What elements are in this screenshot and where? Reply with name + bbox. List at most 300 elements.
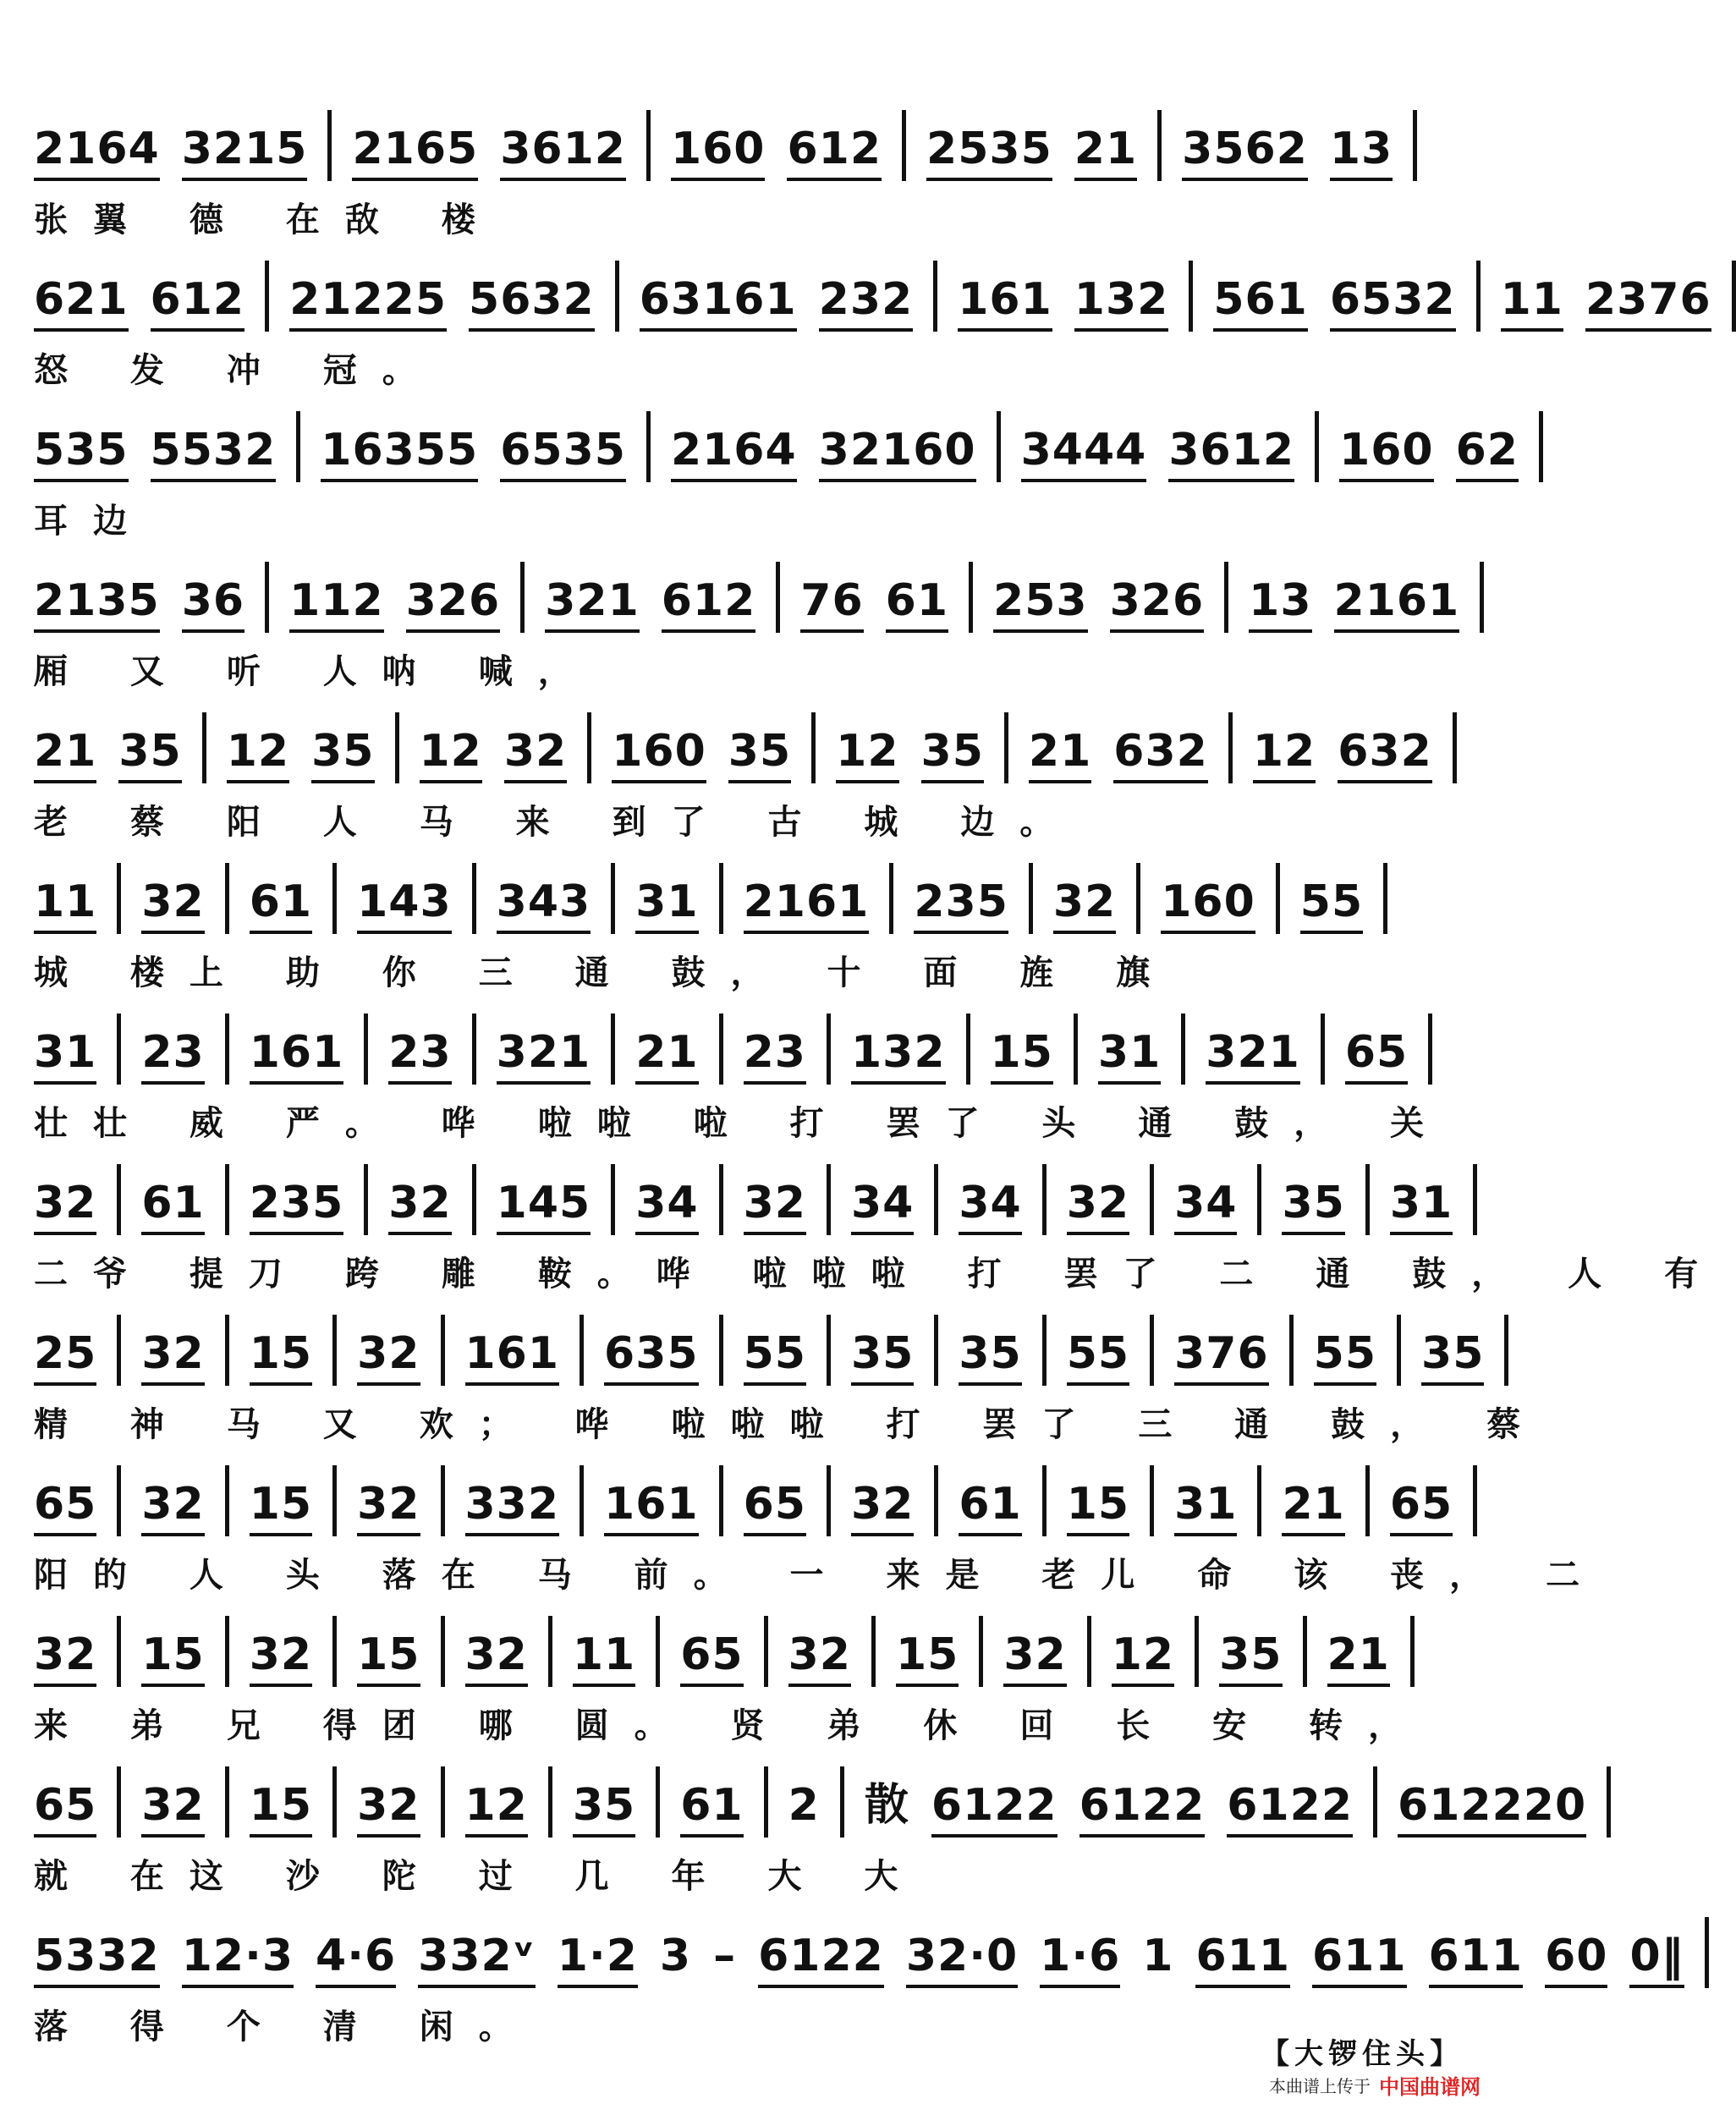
measure: [744, 1164, 831, 1235]
note-group: 65: [1345, 1027, 1408, 1085]
note-group: 3612: [500, 124, 626, 181]
measure: [357, 863, 476, 934]
note-group: 321: [1206, 1027, 1300, 1085]
note-group: 5532: [151, 425, 277, 482]
note-group: 2164: [671, 425, 797, 482]
notation-line: [34, 411, 1519, 482]
measure: [34, 1164, 121, 1235]
lyrics-line: 就 在这 沙 陀 过 几 年 大 大: [34, 1856, 924, 1896]
measure: [851, 1465, 938, 1536]
note-group: 2161: [1334, 575, 1460, 633]
note-group: 3215: [182, 124, 308, 181]
note-group: 65: [34, 1479, 96, 1536]
measure: [612, 712, 816, 783]
measure: [321, 411, 651, 482]
note-group: 5332: [34, 1931, 160, 1988]
note-group: 63161: [640, 274, 797, 332]
measure: [788, 1616, 876, 1687]
note-group: 611: [1195, 1931, 1290, 1988]
footer: [1269, 2070, 1481, 2100]
note-group: 161: [604, 1479, 699, 1536]
measure: [914, 863, 1033, 934]
note-group: 23: [744, 1027, 806, 1085]
measure: [250, 1616, 337, 1687]
lyrics-line: 老 蔡 阳 人 马 来 到了 古 城 边。: [34, 802, 1080, 842]
measure: [836, 712, 1008, 783]
notation-line: [34, 1465, 1489, 1536]
note-group: 143: [357, 876, 452, 934]
note-group: 3562: [1182, 124, 1308, 181]
measure: [1249, 562, 1484, 633]
note-group: 632: [1338, 726, 1432, 783]
note-group: 60: [1545, 1931, 1607, 1988]
measure: [141, 1014, 228, 1085]
note-group: 13: [1330, 124, 1393, 181]
measure: [993, 562, 1228, 633]
measure: [1219, 1616, 1306, 1687]
notation-line: [34, 1917, 1684, 1988]
note-group: 112: [289, 575, 384, 633]
measure: [1282, 1164, 1369, 1235]
notation-line: [34, 562, 1489, 633]
note-group: 160: [671, 124, 766, 181]
note-group: 32: [788, 1629, 851, 1687]
measure: [1067, 1164, 1154, 1235]
note-group: 32: [141, 1328, 204, 1386]
note-group: 326: [406, 575, 501, 633]
note-group: 21: [635, 1027, 698, 1085]
measure: [1390, 1465, 1477, 1536]
measure: [788, 1766, 844, 1838]
measure: [744, 1315, 831, 1386]
measure: [1300, 863, 1387, 934]
measure: [465, 1315, 585, 1386]
note-group: 3612: [1168, 425, 1294, 482]
measure: [250, 863, 337, 934]
measure: [1098, 1014, 1185, 1085]
measure: [141, 1315, 228, 1386]
note-group: 11: [573, 1629, 635, 1687]
note-group: 4·6: [316, 1931, 396, 1988]
measure: [545, 562, 780, 633]
measure: [497, 863, 616, 934]
note-group: 34: [1174, 1178, 1237, 1235]
measure: [141, 1164, 228, 1235]
measure: [388, 1164, 475, 1235]
score-row: [34, 1465, 1606, 1616]
lyrics-line: 城 楼上 助 你 三 通 鼓， 十 面 旌 旗: [34, 953, 1176, 992]
measure: [1206, 1014, 1325, 1085]
note-group: 32: [357, 1780, 420, 1838]
measure: [141, 1616, 228, 1687]
measure: [250, 1164, 369, 1235]
note-group: 32: [357, 1479, 420, 1536]
measure: [141, 863, 228, 934]
measure: [34, 1315, 121, 1386]
note-group: 332ᵛ: [418, 1931, 536, 1988]
measure: [959, 1315, 1046, 1386]
measure: [1174, 1315, 1294, 1386]
measure: [497, 1014, 616, 1085]
note-group: 612220: [1398, 1780, 1586, 1838]
measure: [680, 1766, 767, 1838]
measure: [926, 110, 1162, 181]
jianpu-score: [34, 110, 1724, 2068]
measure: [1182, 110, 1417, 181]
note-group: 12: [227, 726, 289, 783]
note-group: 12: [1112, 1629, 1174, 1687]
note-group: 32: [34, 1629, 96, 1687]
score-row: [34, 1315, 1546, 1465]
measure: [357, 1616, 444, 1687]
notation-line: [34, 1315, 1489, 1386]
measure: [34, 562, 269, 633]
notation-line: [34, 261, 1711, 332]
note-group: 6122: [931, 1780, 1058, 1838]
score-row: [34, 1766, 1587, 1917]
lyrics-line: 耳边: [34, 501, 152, 541]
measure: [1390, 1164, 1477, 1235]
measure: [1112, 1616, 1199, 1687]
measure: [1421, 1315, 1508, 1386]
measure: [250, 1315, 337, 1386]
measure: [851, 1315, 938, 1386]
note-group: 321: [497, 1027, 591, 1085]
note-group: 611: [1312, 1931, 1407, 1988]
note-group: 2135: [34, 575, 160, 633]
note-group: 6122: [1227, 1780, 1353, 1838]
note-group: 55: [1300, 876, 1363, 934]
note-group: 11: [1501, 274, 1563, 332]
note-group: 35: [1421, 1328, 1484, 1386]
note-group: 612: [151, 274, 245, 332]
note-group: 61: [250, 876, 312, 934]
measure: [34, 712, 206, 783]
note-group: 15: [357, 1629, 420, 1687]
note-group: 35: [728, 726, 791, 783]
note-group: 235: [914, 876, 1008, 934]
score-row: [34, 863, 1489, 1014]
measure: [1053, 863, 1140, 934]
note-group: 55: [744, 1328, 806, 1386]
measure: [1161, 863, 1280, 934]
note-group: 32: [141, 1780, 204, 1838]
measure: [680, 1616, 767, 1687]
note-group: 5632: [469, 274, 595, 332]
measure: [744, 1014, 831, 1085]
note-group: 34: [959, 1178, 1021, 1235]
measure: [497, 1164, 616, 1235]
measure: [357, 1315, 444, 1386]
measure: [800, 562, 973, 633]
note-group: 161: [958, 274, 1052, 332]
measure: [635, 1164, 722, 1235]
measure: [34, 1616, 121, 1687]
note-group: 65: [744, 1479, 806, 1536]
note-group: 561: [1213, 274, 1308, 332]
note-group: 35: [118, 726, 181, 783]
measure: [420, 712, 592, 783]
note-group: 31: [34, 1027, 96, 1085]
score-row: [34, 261, 1711, 411]
note-group: 11: [34, 876, 96, 934]
note-group: 35: [959, 1328, 1021, 1386]
note-group: 132: [851, 1027, 946, 1085]
measure: [34, 1917, 1709, 1988]
score-row: [34, 110, 1489, 261]
lyrics-line: 来 弟 兄 得团 哪 圆。 贤 弟 休 回 长 安 转，: [34, 1706, 1428, 1745]
note-group: 25: [34, 1328, 96, 1386]
note-group: 376: [1174, 1328, 1269, 1386]
measure: [744, 1465, 831, 1536]
lyrics-line: 精 神 马 又 欢； 哗 啦啦啦 打 罢了 三 通 鼓， 蔡: [34, 1404, 1546, 1444]
note-group: 15: [896, 1629, 959, 1687]
notation-line: [34, 1616, 1489, 1687]
note-group: 32: [141, 1479, 204, 1536]
note-group: 6532: [1330, 274, 1456, 332]
note-group: 160: [612, 726, 706, 783]
note-group: 611: [1429, 1931, 1524, 1988]
measure: [1398, 1766, 1611, 1838]
measure: [958, 261, 1193, 332]
measure: [250, 1014, 369, 1085]
note-group: 6535: [500, 425, 626, 482]
note-group: 32: [851, 1479, 914, 1536]
note-group: 76: [800, 575, 863, 633]
score-row: [34, 1014, 1489, 1164]
measure: [744, 863, 894, 934]
lyrics-line: 张翼 德 在敌 楼: [34, 200, 501, 239]
note-group: 32: [250, 1629, 312, 1687]
note-group: 612: [662, 575, 756, 633]
note-group: 6122: [758, 1931, 884, 1988]
measure: [1253, 712, 1457, 783]
lyrics-line: 怒 发 冲 冠。: [34, 350, 442, 390]
note-group: 32: [357, 1328, 420, 1386]
note-group: 32: [141, 876, 204, 934]
note-group: 321: [545, 575, 640, 633]
measure: [34, 110, 332, 181]
site-logo: 中国曲谱网: [1379, 2075, 1481, 2099]
note-group: 55: [1314, 1328, 1376, 1386]
measure: [1003, 1616, 1090, 1687]
note-group: 2535: [926, 124, 1052, 181]
notation-line: [34, 1164, 1489, 1235]
measure: [1067, 1465, 1154, 1536]
note-group: 21: [1074, 124, 1137, 181]
note-group: 21: [1029, 726, 1091, 783]
measure: [635, 863, 722, 934]
note-group: 32: [744, 1178, 806, 1235]
note-group: 1·2: [558, 1931, 638, 1988]
note-group: 15: [250, 1479, 312, 1536]
notation-line: [34, 863, 1489, 934]
note-group: 3: [659, 1931, 692, 1981]
note-group: 16355: [321, 425, 478, 482]
measure: [604, 1315, 723, 1386]
note-group: 332: [465, 1479, 560, 1536]
measure: [851, 1014, 970, 1085]
note-group: 326: [1110, 575, 1205, 633]
measure: [465, 1465, 585, 1536]
note-group: 65: [1390, 1479, 1453, 1536]
measure: [1174, 1465, 1261, 1536]
note-group: 161: [250, 1027, 344, 1085]
measure: [34, 863, 121, 934]
note-group: 31: [1390, 1178, 1453, 1235]
note-group: 15: [991, 1027, 1053, 1085]
note-group: 612: [787, 124, 882, 181]
note-group: 132: [1074, 274, 1169, 332]
footer-text: 本曲谱上传于: [1269, 2076, 1371, 2096]
measure: [465, 1766, 552, 1838]
note-group: 1: [1142, 1931, 1174, 1981]
note-group: 32: [1067, 1178, 1129, 1235]
note-group: 2161: [744, 876, 870, 934]
lyrics-line: 厢 又 听 人呐 喊，: [34, 651, 597, 691]
notation-line: [34, 1014, 1489, 1085]
measure: [896, 1616, 983, 1687]
note-group: 15: [250, 1328, 312, 1386]
lyrics-line: 二爷 提刀 跨 雕 鞍。哗 啦啦啦 打 罢了 二 通 鼓， 人 有: [34, 1254, 1724, 1294]
measure: [34, 261, 269, 332]
note-group: 23: [141, 1027, 204, 1085]
measure: [671, 110, 906, 181]
note-group: 35: [851, 1328, 914, 1386]
note-group: 621: [34, 274, 129, 332]
score-row: [34, 1616, 1489, 1766]
note-group: 31: [1098, 1027, 1161, 1085]
measure: [141, 1766, 228, 1838]
note-group: 65: [34, 1780, 96, 1838]
measure: [352, 110, 650, 181]
measure: [34, 1465, 121, 1536]
note-group: 1·6: [1040, 1931, 1120, 1988]
note-group: 21: [1327, 1629, 1390, 1687]
note-group: 2164: [34, 124, 160, 181]
measure: [34, 411, 300, 482]
note-group: 632: [1113, 726, 1208, 783]
note-group: 61: [886, 575, 948, 633]
measure: [141, 1465, 228, 1536]
note-group: 21: [1282, 1479, 1344, 1536]
score-row: [34, 712, 1489, 863]
measure: [357, 1465, 444, 1536]
note-group: 32: [1003, 1629, 1066, 1687]
measure: [34, 1014, 121, 1085]
measure: [635, 1014, 722, 1085]
note-group: 635: [604, 1328, 699, 1386]
end-marker: 【大锣住头】: [1261, 2037, 1464, 2071]
note-group: 21225: [289, 274, 447, 332]
note-group: 0‖: [1629, 1931, 1684, 1988]
note-group: 2376: [1585, 274, 1711, 332]
note-group: 61: [141, 1178, 204, 1235]
note-group: 12·3: [182, 1931, 294, 1988]
note-group: 343: [497, 876, 591, 934]
note-group: 61: [959, 1479, 1021, 1536]
measure: [1314, 1315, 1401, 1386]
note-group: 32: [1053, 876, 1116, 934]
note-group: 161: [465, 1328, 560, 1386]
note-group: 12: [465, 1780, 528, 1838]
note-group: 2: [788, 1780, 820, 1831]
note-group: 253: [993, 575, 1088, 633]
notation-line: [34, 712, 1489, 783]
measure: [357, 1766, 444, 1838]
note-group: 32·0: [906, 1931, 1018, 1988]
note-group: 12: [836, 726, 898, 783]
measure: [1174, 1164, 1261, 1235]
measure: [959, 1164, 1046, 1235]
note-group: 15: [250, 1780, 312, 1838]
note-group: 34: [635, 1178, 698, 1235]
measure: [959, 1465, 1046, 1536]
measure: [227, 712, 399, 783]
measure: [34, 1766, 121, 1838]
measure: [573, 1766, 660, 1838]
note-group: 35: [311, 726, 374, 783]
note-group: 15: [141, 1629, 204, 1687]
note-group: 235: [250, 1178, 344, 1235]
measure: [1067, 1315, 1154, 1386]
note-group: 35: [573, 1780, 635, 1838]
measure: [851, 1164, 938, 1235]
note-group: 21: [34, 726, 96, 783]
measure: [1029, 712, 1233, 783]
measure: [604, 1465, 723, 1536]
measure: [1339, 411, 1543, 482]
note-group: 32: [388, 1178, 451, 1235]
note-group: 散: [864, 1780, 909, 1831]
notation-line: [34, 110, 1489, 181]
measure: [671, 411, 1001, 482]
score-row: [34, 562, 1489, 712]
note-group: 32160: [819, 425, 976, 482]
note-group: 55: [1067, 1328, 1129, 1386]
lyrics-line: 壮壮 威 严。 哗 啦啦 啦 打 罢了 头 通 鼓， 关: [34, 1103, 1450, 1143]
measure: [250, 1465, 337, 1536]
measure: [289, 261, 619, 332]
lyrics-line: 落 得 个 清 闲。: [34, 2007, 538, 2046]
note-group: –: [713, 1931, 737, 1981]
note-group: 31: [1174, 1479, 1237, 1536]
note-group: 12: [420, 726, 482, 783]
note-group: 32: [34, 1178, 96, 1235]
measure: [1327, 1616, 1415, 1687]
score-row: [34, 1164, 1724, 1315]
note-group: 31: [635, 876, 698, 934]
measure: [865, 1766, 1377, 1838]
note-group: 2165: [352, 124, 478, 181]
note-group: 35: [921, 726, 984, 783]
measure: [1345, 1014, 1432, 1085]
score-row: [34, 411, 1519, 562]
note-group: 232: [819, 274, 914, 332]
measure: [388, 1014, 475, 1085]
note-group: 35: [1282, 1178, 1344, 1235]
note-group: 34: [851, 1178, 914, 1235]
note-group: 15: [1067, 1479, 1129, 1536]
notation-line: [34, 1766, 1587, 1838]
measure: [640, 261, 937, 332]
note-group: 12: [1253, 726, 1316, 783]
measure: [573, 1616, 660, 1687]
note-group: 32: [465, 1629, 528, 1687]
measure: [1021, 411, 1319, 482]
note-group: 32: [504, 726, 567, 783]
note-group: 35: [1219, 1629, 1282, 1687]
